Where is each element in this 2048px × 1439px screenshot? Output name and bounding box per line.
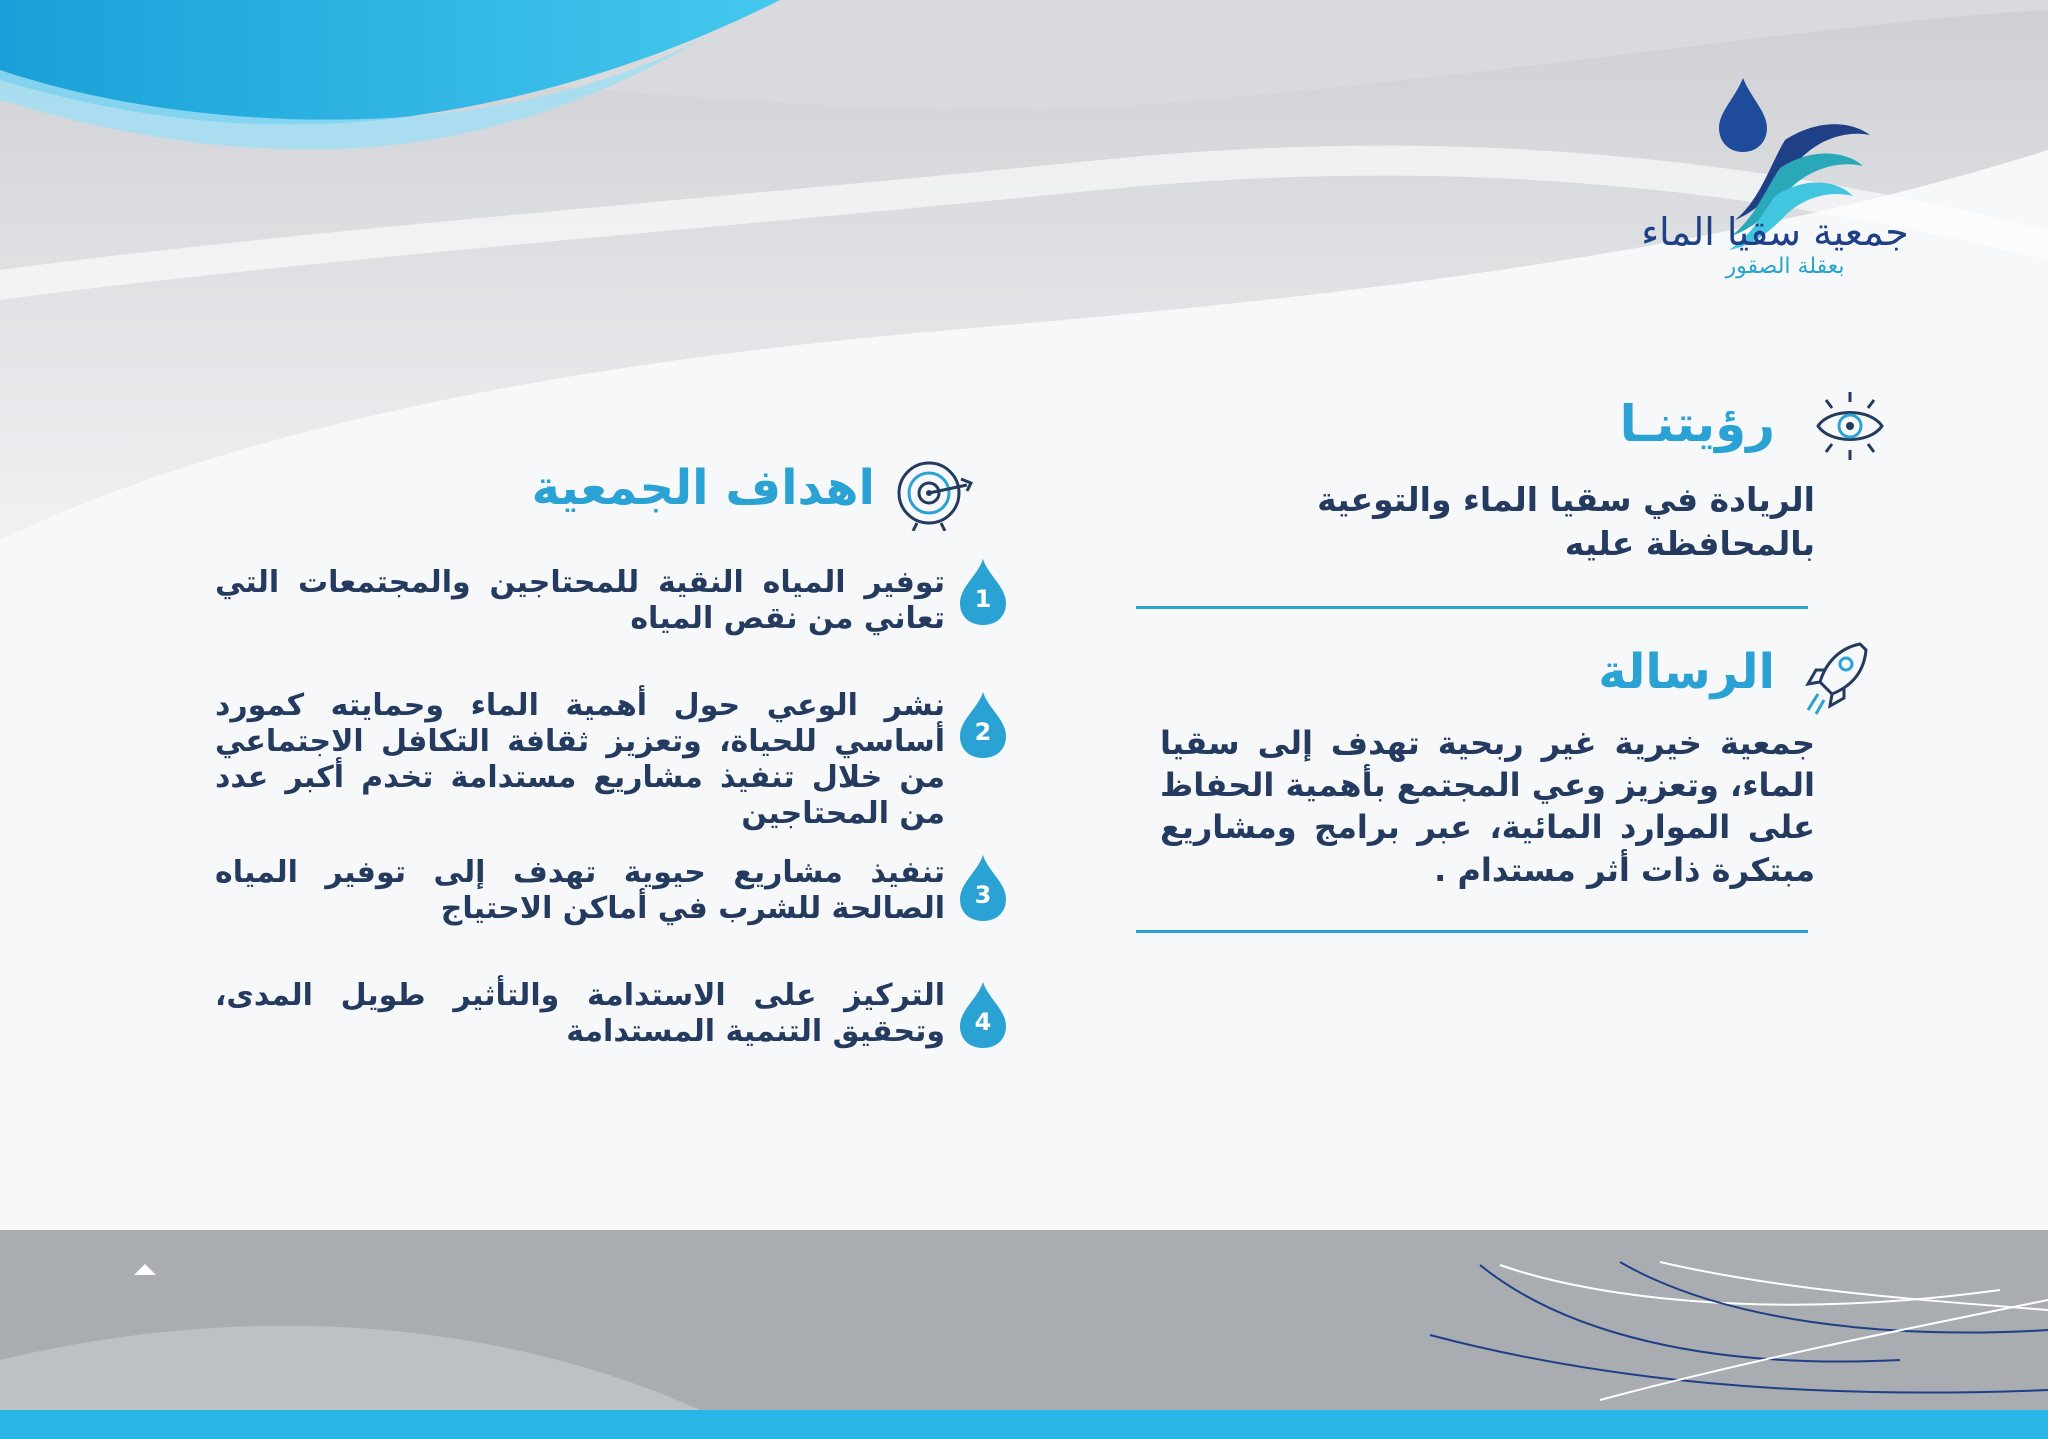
divider: [1136, 930, 1808, 933]
goal-number-badge: [956, 690, 1010, 760]
logo-name: جمعية سقيا الماء: [1641, 210, 1909, 254]
eye-icon: [1812, 388, 1888, 464]
goal-number: 4: [974, 1008, 992, 1036]
goal-text: نشر الوعي حول أهمية الماء وحمايته كمورد أساسي للحياة، وتعزيز ثقافة التكافل الاجتماعي من خلال تنفيذ مشاريع مستدامة تخدم أكبر عدد من المحتاجين: [215, 688, 945, 831]
logo-subtitle: بعقلة الصقور: [1725, 254, 1845, 279]
vision-title: رؤيتنـا: [1619, 395, 1775, 453]
divider: [1136, 606, 1808, 609]
message-title: الرسالة: [1598, 644, 1775, 700]
goal-text: توفير المياه النقية للمحتاجين والمجتمعات التي تعاني من نقص المياه: [215, 565, 945, 636]
goal-number-badge: [956, 853, 1010, 923]
goal-number: 3: [974, 881, 992, 909]
goal-number-badge: [956, 980, 1010, 1050]
goal-number-badge: [956, 557, 1010, 627]
goal-text: تنفيذ مشاريع حيوية تهدف إلى توفير المياه الصالحة للشرب في أماكن الاحتياج: [215, 855, 945, 926]
rocket-icon: [1800, 638, 1870, 716]
target-icon: [895, 455, 975, 531]
goals-title: اهداف الجمعية: [531, 460, 875, 516]
message-text: جمعية خيرية غير ربحية تهدف إلى سقيا الماء، وتعزيز وعي المجتمع بأهمية الحفاظ على الموارد المائية، عبر برامج ومشاريع مبتكرة ذات أثر مستدام .: [1160, 724, 1815, 889]
goal-number: 1: [974, 585, 992, 613]
vision-text: الريادة في سقيا الماء والتوعية بالمحافظة عليه: [1317, 480, 1815, 563]
goal-text: التركيز على الاستدامة والتأثير طويل المدى، وتحقيق التنمية المستدامة: [215, 978, 945, 1049]
goal-number: 2: [974, 718, 992, 746]
